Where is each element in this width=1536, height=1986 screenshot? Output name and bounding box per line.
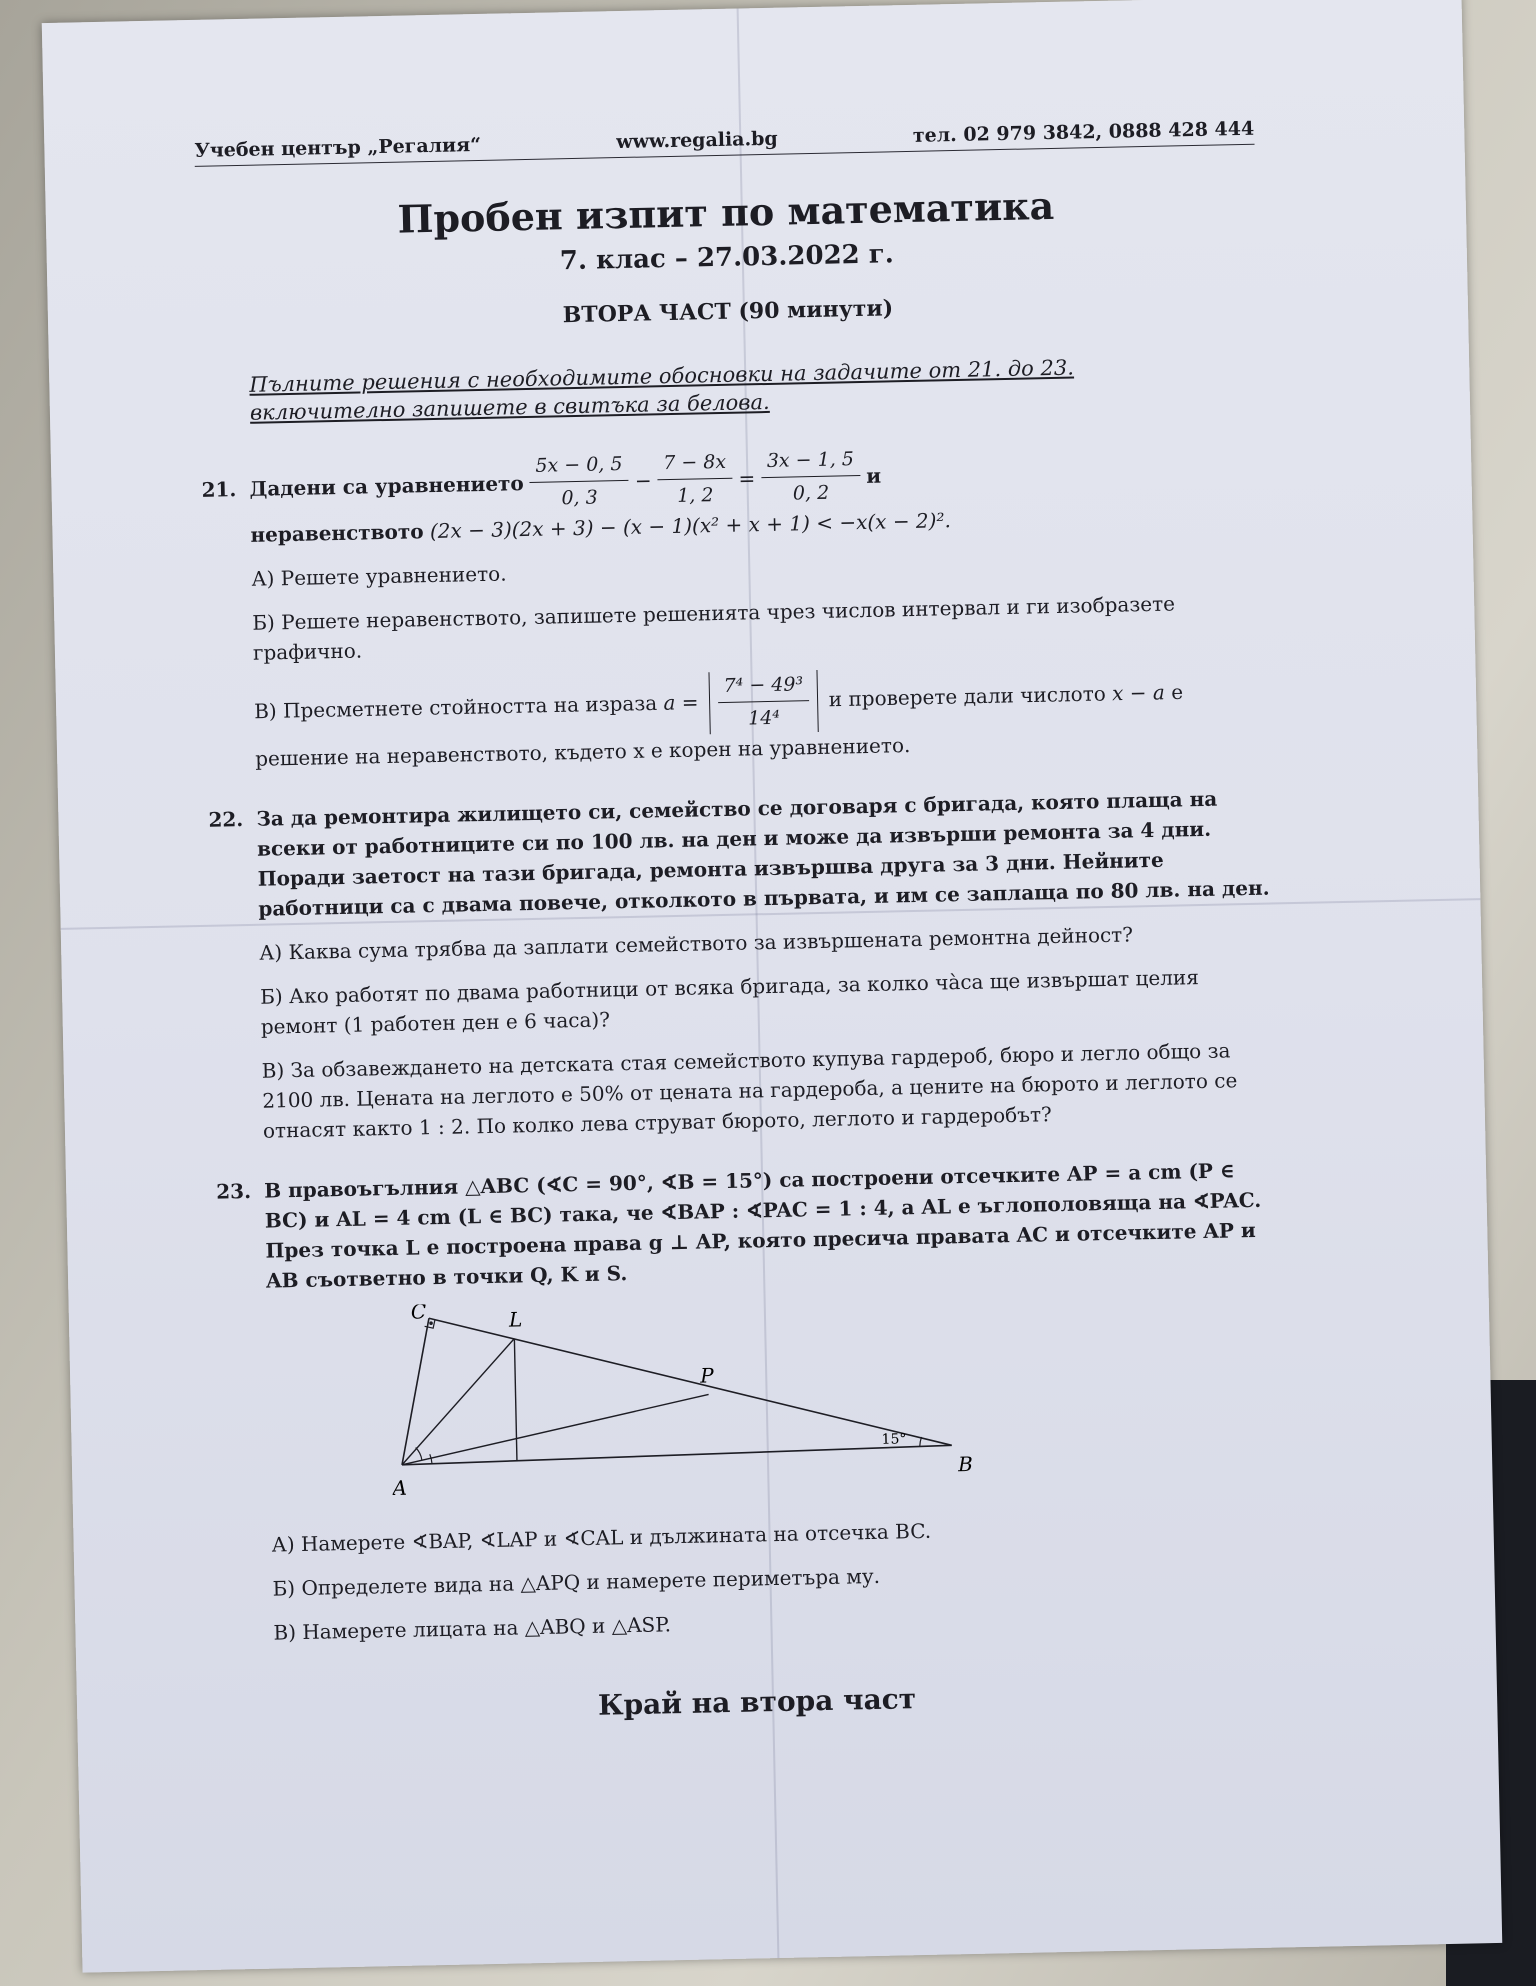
problem-23 (216, 1154, 1286, 1648)
p21-fraction-3 (761, 445, 861, 509)
label-l: L (508, 1306, 523, 1332)
problem-21 (201, 436, 1267, 774)
p21-part-a: А) Решете уравнението. (251, 561, 507, 591)
p21-number: 21. (201, 476, 237, 502)
p21-c-den: 14⁴ (747, 706, 781, 730)
p21-c-fraction (717, 670, 810, 734)
p21-c-mid: и проверете дали числото (828, 681, 1107, 711)
segment-ac (399, 1318, 432, 1465)
p21-f3-num: 3x − 1, 5 (761, 445, 861, 479)
instruction: Пълните решения с необходимите обосновки на задачите от 21. до 23. включително запишете в свитъка за белова. (249, 355, 1075, 426)
segment-ab (402, 1445, 952, 1465)
p21-c-abs (708, 670, 819, 734)
angle-arc-a2 (416, 1447, 422, 1460)
exam-title: Пробен изпит по математика (397, 182, 1055, 242)
p23-part-c: В) Намерете лицата на △ABQ и △ASP. (273, 1611, 672, 1645)
center-name: Учебен център „Регалия“ (194, 133, 482, 162)
right-angle-dot (429, 1321, 433, 1325)
p23-part-a: А) Намерете ∢BAP, ∢LAP и ∢CAL и дължината на отсечка BC. (271, 1518, 932, 1557)
label-angle-15: 15° (881, 1430, 907, 1448)
p22-text: За да ремонтира жилището си, семейство се договаря с бригада, която плаща на всеки от работниците си по 100 лв. на ден и може да извърши ремонта за 4 дни. Поради заетост на тази бригада, ремонта извършва друга за 3 дни. Нейните работници са с двама повече, отколкото в първата, и им се заплаща по 80 лв. на ден. (256, 786, 1270, 921)
p21-c-num: 7⁴ − 49³ (717, 670, 809, 703)
segment-cb (429, 1307, 952, 1456)
segment-al (399, 1338, 517, 1464)
label-c: C (410, 1299, 427, 1324)
label-b: B (957, 1451, 974, 1476)
phone: тел. 02 979 3842, 0888 428 444 (912, 117, 1255, 147)
p21-f2-num: 7 − 8x (657, 447, 733, 480)
p21-c-var: a = (663, 689, 699, 715)
problem-22 (208, 782, 1275, 1146)
p21-part-c (254, 660, 1268, 773)
p21-part-b: Б) Решете неравенството, запишете решенията чрез числов интервал и ги изобразете графично. (252, 591, 1176, 665)
p21-minus: − (634, 468, 652, 493)
p21-equals: = (738, 465, 756, 491)
label-p: P (699, 1362, 714, 1388)
p21-c-post: е (1170, 679, 1184, 704)
p21-f1-den: 0, 3 (561, 486, 598, 510)
p23-text: В правоъгълния △ABC (∢C = 90°, ∢B = 15°) са построени отсечките AP = a cm (P ∈ BC) и AL = 4 cm (L ∈ BC) така, че ∢BAP : ∢PAC = 1 : 4, а AL е ъглополовяща на ∢PAC. През точка L е построена права g ⊥ AP, която пресича правата AC и отсечките AP и AB съответно в точки Q, K и S. (263, 1158, 1262, 1293)
triangle-figure (389, 1292, 993, 1505)
label-a: A (392, 1475, 408, 1500)
sheet-content (194, 118, 1287, 1730)
p22-part-a: А) Каква сума трябва да заплати семейството за извършената ремонтна дейност? (258, 922, 1134, 965)
p21-f2-den: 1, 2 (676, 484, 714, 508)
segment-ap (401, 1394, 710, 1464)
p21-c-expr: x − a (1111, 679, 1166, 705)
p21-intro: Дадени са уравнението (249, 470, 525, 501)
p22-number: 22. (208, 806, 244, 832)
p21-f1-num: 5x − 0, 5 (529, 450, 629, 484)
p21-ineq-label: неравенството (250, 518, 424, 547)
p22-part-b: Б) Ако работят по двама работници от всяка бригада, за колко ча̀са ще извършат целия ремонт (1 работен ден е 6 часа)? (259, 964, 1200, 1039)
p22-part-c: В) За обзавеждането на детската стая семейството купува гардероб, бюро и легло общо за 2100 лв. Цената на леглото е 50% от цената на гардероба, а цените на бюрото и леглото се отнасят както 1 : 2. По колко лева струват бюрото, леглото и гардеробът? (261, 1038, 1238, 1143)
part-heading: ВТОРА ЧАСТ (90 минути) (562, 295, 894, 329)
sheet-header (194, 118, 1254, 167)
p21-and: и (865, 463, 882, 488)
p23-number: 23. (215, 1178, 252, 1204)
exam-subtitle: 7. клас – 27.03.2022 г. (559, 239, 895, 277)
p21-inequality: (2x − 3)(2x + 3) − (x − 1)(x² + x + 1) < −x(x − 2)². (429, 507, 952, 543)
p23-part-b: Б) Определете вида на △APQ и намерете периметъра му. (272, 1563, 881, 1601)
website: www.regalia.bg (616, 127, 778, 154)
p21-c-line2: решение на неравенството, където x е корен на уравнението. (254, 732, 911, 771)
p21-fraction-1 (529, 450, 629, 514)
line-g (514, 1338, 517, 1460)
p21-fraction-2 (657, 447, 733, 511)
end-of-part: Край на втора част (597, 1681, 917, 1722)
p21-c-pre: В) Пресметнете стойността на израза (253, 690, 658, 723)
exam-sheet (42, 0, 1503, 1973)
p21-f3-den: 0, 2 (792, 481, 830, 505)
